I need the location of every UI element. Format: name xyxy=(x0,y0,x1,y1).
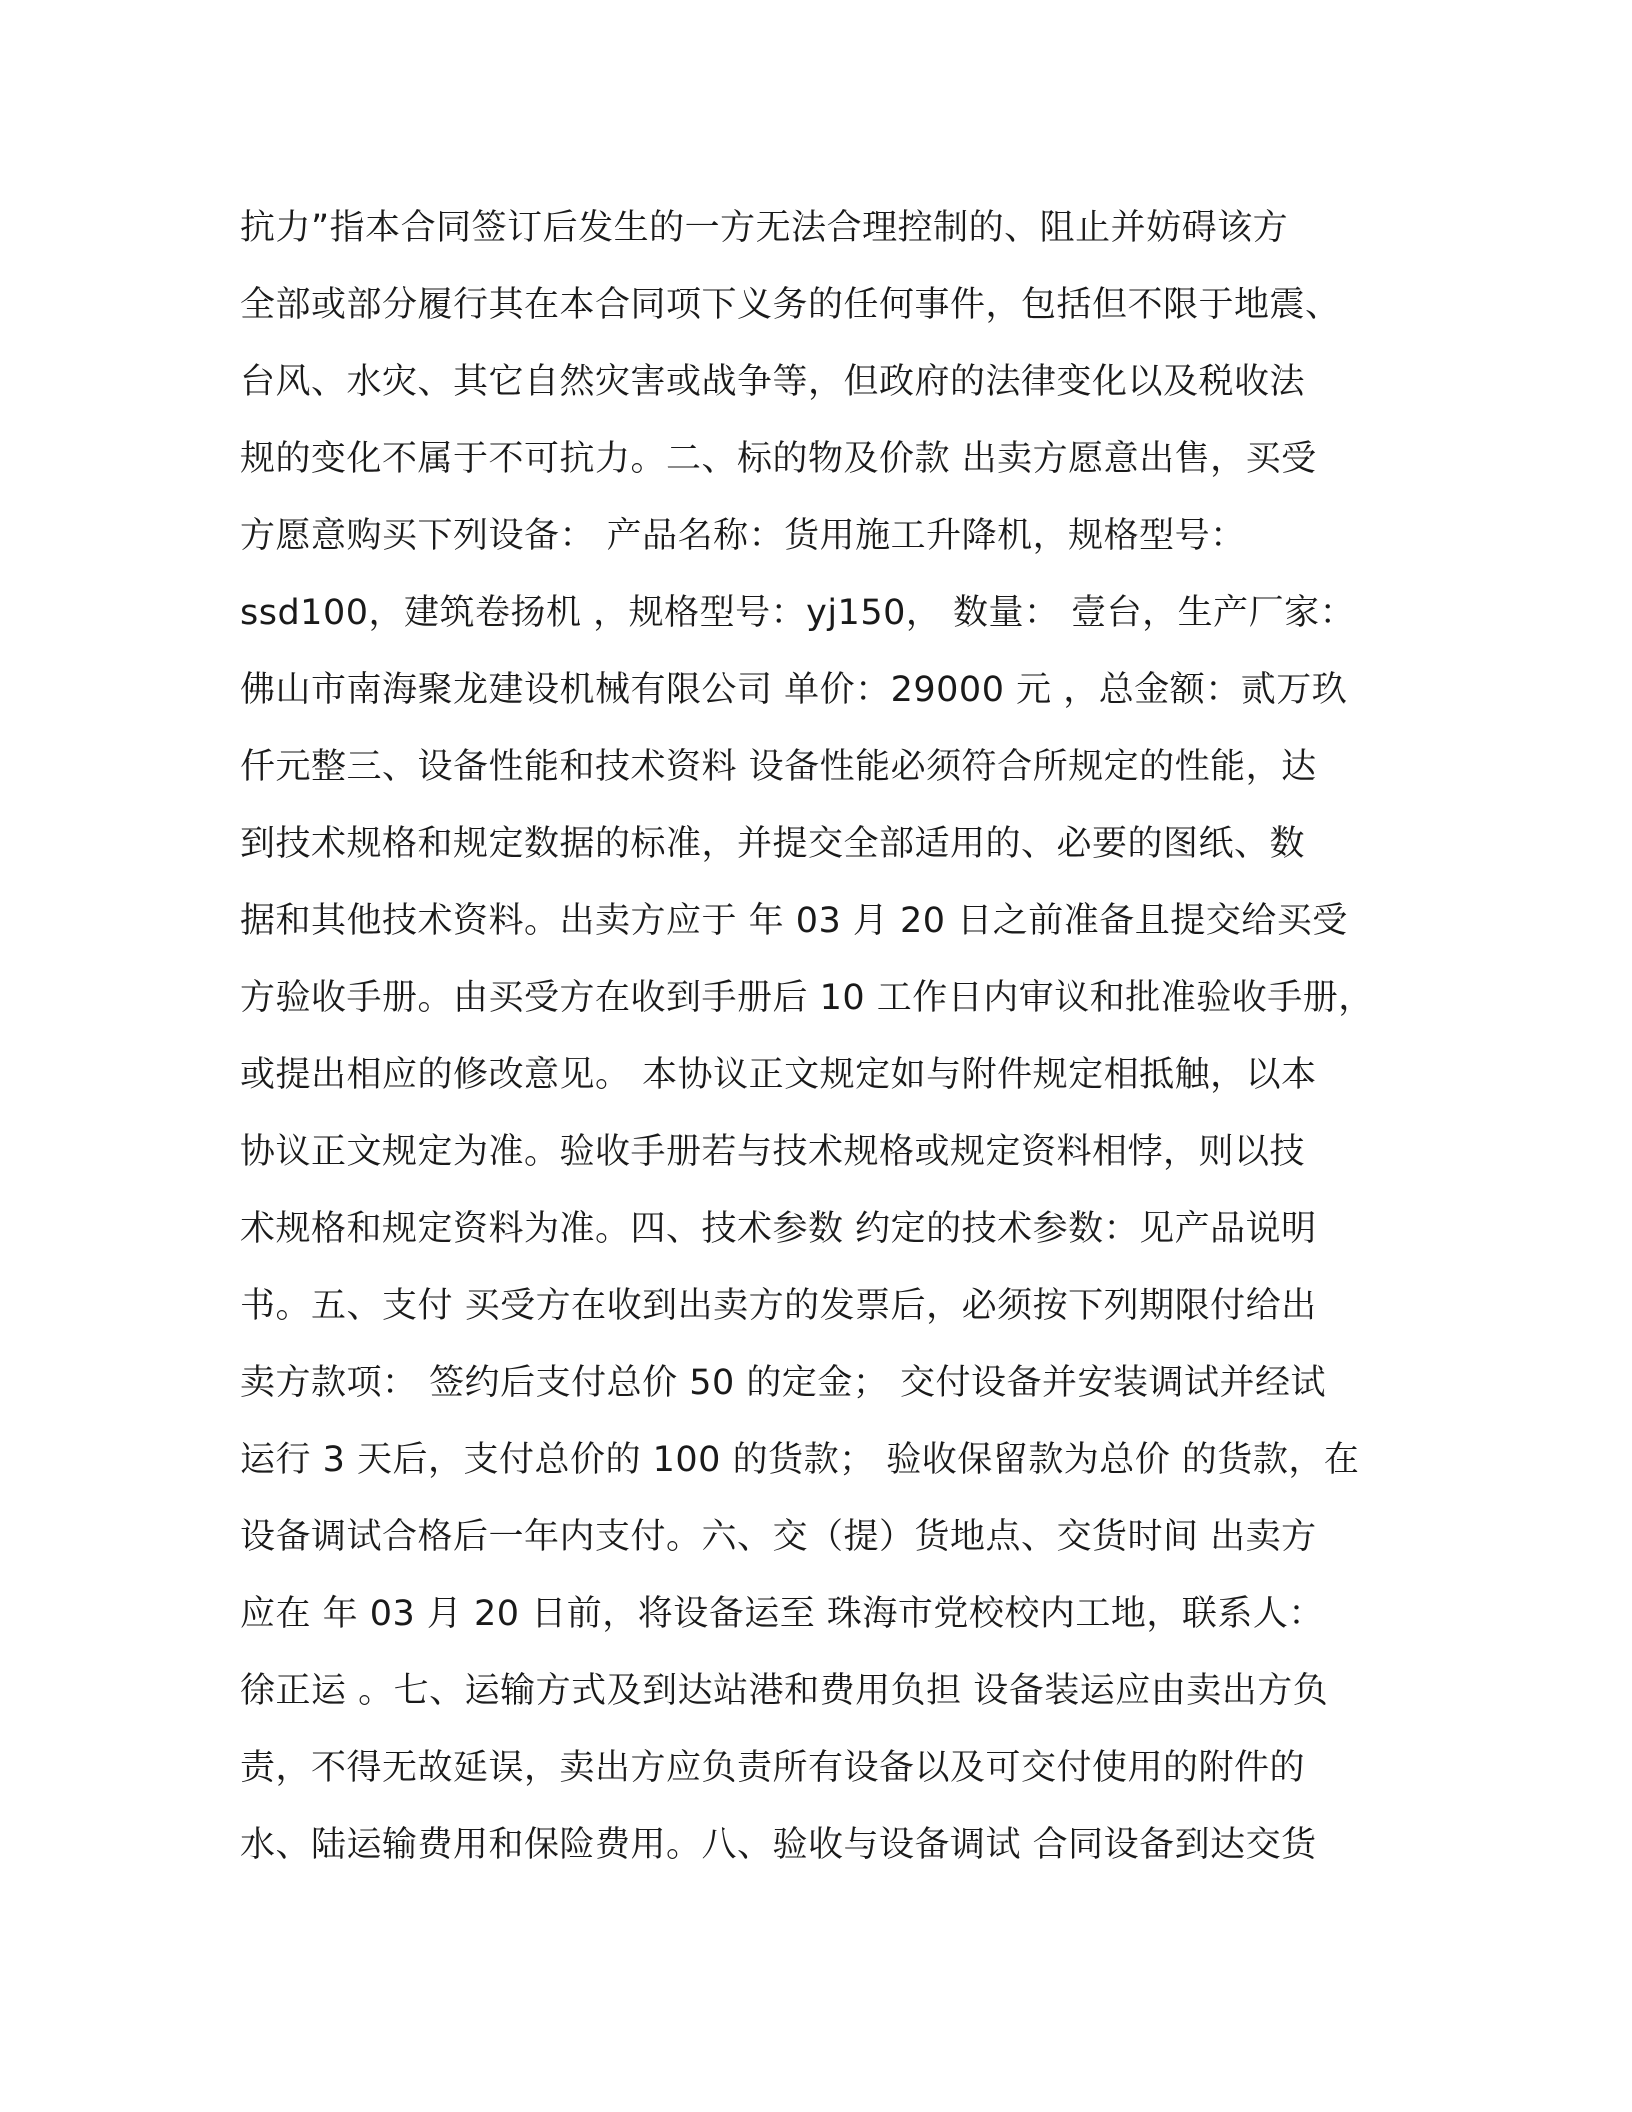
text-line: 或提出相应的修改意见。 本协议正文规定如与附件规定相抵触，以本 xyxy=(240,1055,1317,1095)
text-line: 到技术规格和规定数据的标准，并提交全部适用的、必要的图纸、数 xyxy=(240,824,1306,864)
text-line: 规的变化不属于不可抗力。二、标的物及价款 出卖方愿意出售，买受 xyxy=(240,439,1317,479)
text-line: 徐正运 。七、运输方式及到达站港和费用负担 设备装运应由卖出方负 xyxy=(240,1671,1329,1711)
text-line: 全部或部分履行其在本合同项下义务的任何事件，包括但不限于地震、 xyxy=(240,285,1341,325)
text-line: 方愿意购买下列设备： 产品名称：货用施工升降机，规格型号： xyxy=(240,516,1246,556)
text-line: 运行 3 天后，支付总价的 100 的货款； 验收保留款为总价 的货款，在 xyxy=(240,1440,1360,1480)
text-line: 水、陆运输费用和保险费用。八、验收与设备调试 合同设备到达交货 xyxy=(240,1825,1317,1865)
text-line: 书。五、支付 买受方在收到出卖方的发票后，必须按下列期限付给出 xyxy=(240,1286,1317,1326)
text-line: ssd100，建筑卷扬机 ，规格型号：yj150， 数量： 壹台，生产厂家： xyxy=(240,593,1356,633)
text-line: 应在 年 03 月 20 日前，将设备运至 珠海市党校校内工地，联系人： xyxy=(240,1594,1324,1634)
text-line: 据和其他技术资料。出卖方应于 年 03 月 20 日之前准备且提交给买受 xyxy=(240,901,1348,941)
text-line: 设备调试合格后一年内支付。六、交（提）货地点、交货时间 出卖方 xyxy=(240,1517,1317,1557)
text-line: 仟元整三、设备性能和技术资料 设备性能必须符合所规定的性能，达 xyxy=(240,747,1317,787)
text-line: 术规格和规定资料为准。四、技术参数 约定的技术参数：见产品说明 xyxy=(240,1209,1317,1249)
text-line: 责，不得无故延误，卖出方应负责所有设备以及可交付使用的附件的 xyxy=(240,1748,1306,1788)
contract-body-text xyxy=(240,190,1420,1884)
text-line: 卖方款项： 签约后支付总价 50 的定金； 交付设备并安装调试并经试 xyxy=(240,1363,1327,1403)
text-line: 方验收手册。由买受方在收到手册后 10 工作日内审议和批准验收手册， xyxy=(240,978,1374,1018)
text-line: 佛山市南海聚龙建设机械有限公司 单价：29000 元 ，总金额：贰万玖 xyxy=(240,670,1348,710)
text-line: 抗力”指本合同签订后发生的一方无法合理控制的、阻止并妨碍该方 xyxy=(240,208,1289,248)
text-line: 台风、水灾、其它自然灾害或战争等，但政府的法律变化以及税收法 xyxy=(240,362,1306,402)
text-line: 协议正文规定为准。验收手册若与技术规格或规定资料相悖，则以技 xyxy=(240,1132,1306,1172)
